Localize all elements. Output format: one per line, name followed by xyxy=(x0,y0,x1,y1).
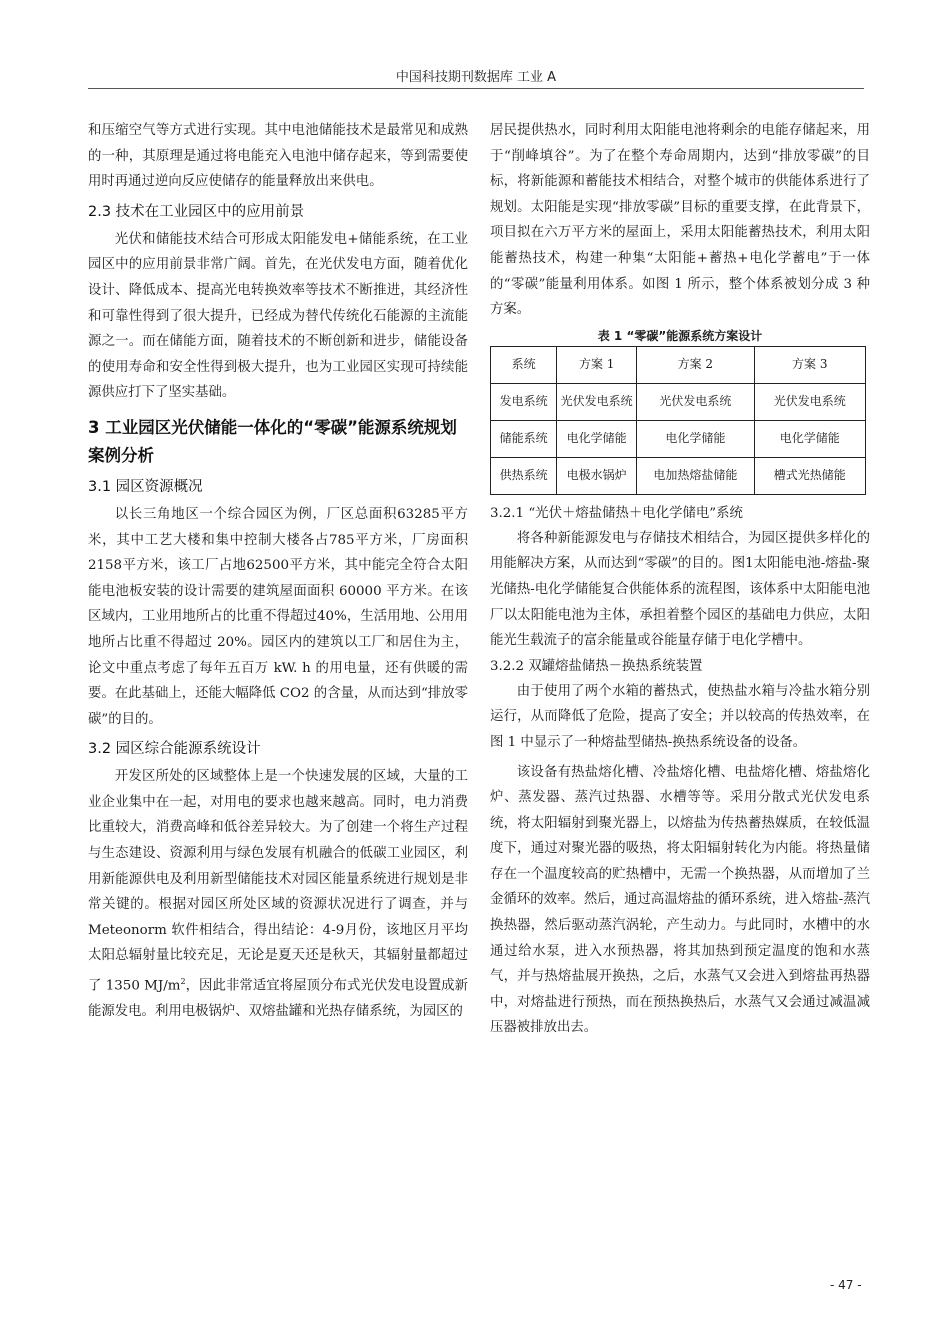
table-header-row xyxy=(491,346,866,383)
paragraph-part: ，因此非常适宜将屋顶分布式光伏发电设置成新能源发电。利用电极锅炉、双熔盐罐和光热存储系统，为园区的 xyxy=(88,978,468,1020)
paragraph xyxy=(88,764,468,1024)
table-cell: 电化学储能 xyxy=(637,420,754,457)
paragraph: 居民提供热水，同时利用太阳能电池将剩余的电能存储起来，用于“削峰填谷”。为了在整个寿命周期内，达到“排放零碳”的目标，将新能源和蓄能技术相结合，对整个城市的供能体系进行了规划。太阳能是实现“排放零碳”目标的重要支撑，在此背景下，项目拟在六万平方米的屋面上，采用太阳能蓄热技术，利用太阳能蓄热技术，构建一种集“太阳能+蓄热+电化学蓄电”于一体的“零碳”能量利用体系。如图 1 所示，整个体系被划分成 3 种方案。 xyxy=(490,123,870,318)
table-cell: 光伏发电系统 xyxy=(557,383,637,420)
section-heading-3-2-2: 3.2.2 双罐熔盐储热－换热系统装置 xyxy=(490,658,703,674)
table-cell: 槽式光热储能 xyxy=(754,457,865,494)
table-cell: 光伏发电系统 xyxy=(637,383,754,420)
table-cell: 电化学储能 xyxy=(557,420,637,457)
table-cell: 供热系统 xyxy=(491,457,557,494)
table-caption: 表 1 “零碳”能源系统方案设计 xyxy=(597,328,763,343)
section-heading-2-3: 2.3 技术在工业园区中的应用前景 xyxy=(88,203,305,220)
table-cell: 储能系统 xyxy=(491,420,557,457)
header-divider xyxy=(88,88,864,89)
paragraph: 和压缩空气等方式进行实现。其中电池储能技术是最常见和成熟的一种，其原理是通过将电能充入电池中储存起来，等到需要使用时再通过逆向反应使储存的能量释放出来供电。 xyxy=(88,123,468,190)
right-column xyxy=(490,118,870,1041)
page-number: - 47 - xyxy=(830,1278,862,1292)
table-cell: 光伏发电系统 xyxy=(754,383,865,420)
section-heading-3-2: 3.2 园区综合能源系统设计 xyxy=(88,741,261,758)
table-row xyxy=(491,457,866,494)
table-cell: 电极水锅炉 xyxy=(557,457,637,494)
table-header-cell: 方案 3 xyxy=(754,346,865,383)
table-header-cell: 系统 xyxy=(491,346,557,383)
scheme-table xyxy=(490,346,866,495)
section-heading-3-2-1: 3.2.1 “光伏＋熔盐储热＋电化学储电”系统 xyxy=(490,505,743,521)
paragraph-part: 开发区所处的区域整体上是一个快速发展的区域，大量的工业企业集中在一起，对用电的要求也越来越高。同时，电力消费比重较大，消费高峰和低谷差异较大。为了创建一个将生产过程与生态建设、资源利用与绿色发展有机融合的低碳工业园区，利用新能源供电及利用新型储能技术对园区能量系统进行规划是非常关键的。根据对园区所处区域的资源状况进行了调查，并与 Meteonorm 软件相结合，得出结论：4-9月份，该地区月平均太阳总辐射量比较充足，无论是夏天还是秋天，其辐射量都超过了 1350 MJ/m xyxy=(88,769,468,994)
left-column xyxy=(88,118,468,1025)
paragraph: 由于使用了两个水箱的蓄热式，使热盐水箱与冷盐水箱分别运行，从而降低了危险，提高了安全；并以较高的传热效率，在图 1 中显示了一种熔盐型储热-换热系统设备的设备。 xyxy=(490,683,870,750)
table-row xyxy=(491,383,866,420)
table-cell: 电加热熔盐储能 xyxy=(637,457,754,494)
table-header-cell: 方案 2 xyxy=(637,346,754,383)
table-cell: 电化学储能 xyxy=(754,420,865,457)
journal-header: 中国科技期刊数据库 工业 A xyxy=(395,70,557,85)
section-heading-3-1: 3.1 园区资源概况 xyxy=(88,478,203,495)
table-cell: 发电系统 xyxy=(491,383,557,420)
superscript: 2 xyxy=(180,977,186,987)
section-heading-3: 3 工业园区光伏储能一体化的“零碳”能源系统规划案例分析 xyxy=(88,417,457,465)
paragraph: 以长三角地区一个综合园区为例，厂区总面积63285平方米，其中工艺大楼和集中控制大楼各占785平方米，厂房面积2158平方米，该工厂占地62500平方米，其中能完全符合太阳能电池板安装的设计需要的建筑屋面面积 60000 平方米。在该区域内，工业用地所占的比重不得超过40%，生活用地、公用用地所占比重不得超过 20%。园区内的建筑以工厂和居住为主，论文中重点考虑了每年五百万 kW. h 的用电量，还有供暖的需要。在此基础上，还能大幅降低 CO2 的含量，从而达到“排放零碳”的目的。 xyxy=(88,506,468,727)
paragraph: 光伏和储能技术结合可形成太阳能发电+储能系统，在工业园区中的应用前景非常广阔。首先，在光伏发电方面，随着优化设计、降低成本、提高光电转换效率等技术不断推进，其经济性和可靠性得到了很大提升，已经成为替代传统化石能源的主流能源之一。而在储能方面，随着技术的不断创新和进步，储能设备的使用寿命和安全性得到极大提升，也为工业园区实现可持续能源供应打下了坚实基础。 xyxy=(88,231,468,401)
table-row xyxy=(491,420,866,457)
paragraph: 该设备有热盐熔化槽、冷盐熔化槽、电盐熔化槽、熔盐熔化炉、蒸发器、蒸汽过热器、水槽等等。采用分散式光伏发电系统，将太阳辐射到聚光器上，以熔盐为传热蓄热媒质，在较低温度下，通过对聚光器的吸热，将太阳辐射转化为内能。将热量储存在一个温度较高的贮热槽中，无需一个换热器，从而增加了兰金循环的效率。然后，通过高温熔盐的循环系统，进入熔盐-蒸汽换热器，然后驱动蒸汽涡轮，产生动力。与此同时，水槽中的水通过给水泵，进入水预热器，将其加热到预定温度的饱和水蒸气，并与热熔盐展开换热，之后，水蒸气又会进入到熔盐再热器中，对熔盐进行预热，而在预热换热后，水蒸气又会通过减温减压器被排放出去。 xyxy=(490,764,870,1036)
paragraph: 将各种新能源发电与存储技术相结合，为园区提供多样化的用能解决方案，从而达到“零碳”的目的。图1太阳能电池-熔盐-聚光储热-电化学储能复合供能体系的流程图，该体系中太阳能电池厂以太阳能电池为主体，承担着整个园区的基础电力供应，太阳能光生载流子的富余能量或谷能量存储于电化学槽中。 xyxy=(490,530,870,649)
table-header-cell: 方案 1 xyxy=(557,346,637,383)
